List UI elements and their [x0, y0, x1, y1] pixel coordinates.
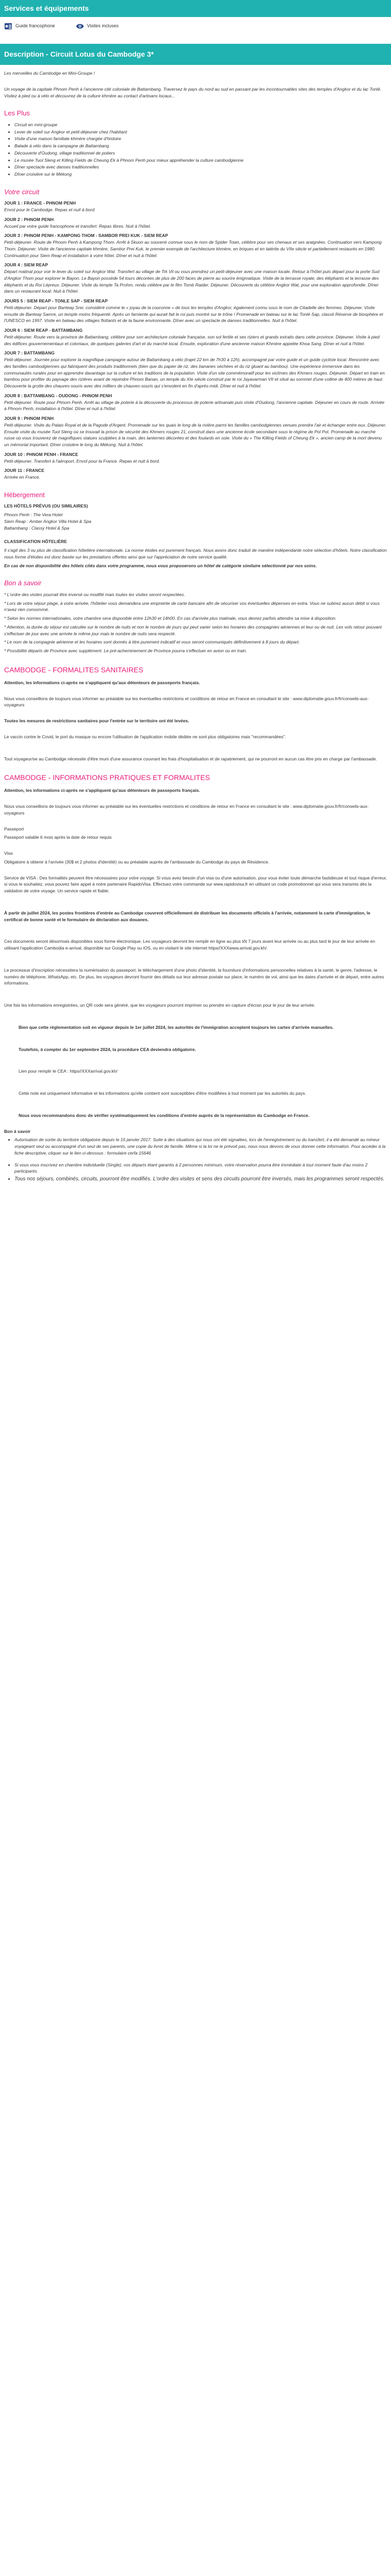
plus-item: • Le musée Tuol Sleng et Killing Fields de Cheung Ek à Phnom Penh pour mieux appréhender la culture cambodgienne: [14, 157, 387, 164]
bon-item: • Autorisation de sortie du territoire obligatoire depuis le 15 janvier 2017. Suite à des situations qui nous ont été signalées, lors de l'enregistrement ou du transfert, il a été demandé au mineur voyageant seul ou accompagné d'un seul de ses parents, une copie du livret de famille. Même si la loi ne le prévoit pas, nous nous devons de vous donner cette information. Pour accéder à la fiche descriptive, cliquer sur le lien ci-dessous : formulaire cerfa 15646: [14, 1137, 387, 1156]
sanitaires-text: Tout voyageur/se au Cambodge nécessite d'être muni d'une assurance couvrant les frais d'hospitalisation et de rapatriement, qui ne pourront en aucun cas être pris en charge par l'ambassade.: [4, 756, 377, 761]
bon-a-savoir-2-title: Bon à savoir: [4, 1128, 31, 1134]
note-item: * Possibilité départs de Province avec supplément. Le pré-acheminement de Province pourra s'effectuer en avion ou en train.: [4, 648, 247, 653]
infos-text: Le processus d'inscription nécessitera la numérisation du passeport, le téléchargement d'une photo d'identité, la fourniture d'informations personnelles relatives à la santé, le genre, l'adresse, le numéro de téléphone, WhatsApp, etc. De plus, les voyageurs devront fournir des détails sur leur adresse postale sur place, le numéro de vol, ainsi que les dates d'arrivée et de départ, entre autres informations.: [4, 967, 384, 986]
service-label: Guide francophone: [15, 23, 55, 29]
day-text: Envol pour le Cambodge. Repas et nuit à bord.: [4, 207, 96, 212]
plus-item: • Dîner spectacle avec danses traditionnelles: [14, 164, 387, 171]
day-title: JOUR 6 : SIEM REAP - BATTAMBANG: [4, 328, 83, 333]
plus-item: • Dîner croisière sur le Mékong: [14, 171, 387, 178]
bon-a-savoir-title: Bon à savoir: [4, 579, 42, 587]
infos-text: Une fois les informations enregistrées, un QR code sera généré, que les voyageurs pourront imprimer ou prendre en capture d'écran pour le jour de leur arrivée.: [4, 1003, 316, 1008]
sanitaires-text: Nous vous conseillons de toujours vous informer au préalable sur les éventuelles restrictions et conditions de retour en France en consultant le site : www.diplomatie.gouv.fr/fr/conseils-aux-voyageurs: [4, 696, 369, 708]
day-text: Petit-déjeuner. Journée pour explorer la magnifique campagne autour de Battambang à vélo (trajet 22 km de 7h30 à 12h), accompagné par votre guide et un guide cycliste local. Rencontre avec des familles cambodgiennes qui fabriquent des produits traditionnels (bien que du papier de riz, des bananes séchées et du riz gluant au bambou). Une expérience immersive dans les communautés rurales pour en apprendre davantage sur la culture et les traditions de la population. Visite d'un site commémoratif pour les victimes des Khmers rouges. Déjeuner. Départ en train en bambou pour profiter du paysage des rizières avant de rejoindre Phnom Banan, un temple du XIe siècle construit par le roi Jayavarman VII et situé au sommet d'une colline de 400 mètres de haut. Découverte la grotte des chauves-souris avec des milliers de chauves-souris qui s'envolent en fin d'après-midi. Dîner et nuit à l'hôtel.: [4, 357, 385, 388]
infos-bold: Nous vous recommandons donc de vérifier systématiquement les conditions d'entrée auprès de la représentation du Cambodge en France.: [19, 1112, 309, 1118]
sanitaires-text: Le vaccin contre le Covid, le port du masque ou encore l'utilisation de l'application mobile dédiée ne sont plus obligatoires mais "recommandées".: [4, 734, 286, 739]
classification-title: CLASSIFICATION HÔTELIÈRE: [4, 539, 67, 545]
day-title: JOUR 8 : BATTAMBANG - OUDONG - PHNOM PENH: [4, 393, 112, 398]
plus-list: [14, 122, 387, 178]
sanitaires-warning: Attention, les informations ci-après ne s'appliquent qu'aux détenteurs de passeports français.: [4, 680, 200, 685]
infos-text: Nous vous conseillons de toujours vous informer au préalable sur les éventuelles restrictions et conditions de retour en France en consultant le site : www.diplomatie.gouv.fr/fr/conseils-aux-voyageurs: [4, 804, 369, 816]
note-item: * Selon les normes internationales, votre chambre sera disponible entre 12h30 et 14h00. En cas d'arrivée plus matinale, vous devrez parfois attendre sa mise à disposition.: [4, 616, 337, 621]
day-text: Arrivée en France.: [4, 474, 40, 480]
bon-item: • Tous nos séjours, combinés, circuits, pourront être modifiés. L'ordre des visites et sens des circuits pourront être inversés, mais les programmes seront respectés.: [14, 1175, 387, 1183]
hebergement-title: Hébergement: [4, 490, 45, 499]
service-item: [76, 22, 119, 30]
day-text: Accueil par votre guide francophone et transfert. Repas libres. Nuit à l'hôtel.: [4, 223, 151, 229]
bon-item: • Si vous vous inscrivez en chambre individuelle (Single), vos départs étant garantis à 2 personnes minimum, votre réservation pourra être immédiate à tout moment faute d'au moins 2 participants.: [14, 1162, 387, 1175]
infos-bold: Toutefois, à compter du 1er septembre 2024, la procédure CEA deviendra obligatoire.: [19, 1046, 196, 1052]
infos-warning: Attention, les informations ci-après ne s'appliquent qu'aux détenteurs de passeports français.: [4, 788, 200, 793]
plus-item: • Lever de soleil sur Angkor et petit-déjeuner chez l'habitant: [14, 129, 387, 135]
day-title: JOUR 7 : BATTAMBANG: [4, 350, 55, 356]
itinerary: [4, 200, 387, 481]
passeport-text: Passeport valable 6 mois après la date de retour requis: [4, 835, 112, 840]
formalites-sanitaires-title: CAMBODGE - FORMALITES SANITAIRES: [4, 665, 143, 674]
votre-circuit-title: Votre circuit: [4, 188, 40, 196]
plus-item: • Découverte d'Oudong, village traditionnel de potiers: [14, 150, 387, 157]
plus-item: • Balade à vélo dans la campagne de Battambang: [14, 143, 387, 149]
eye-icon: [76, 22, 84, 30]
hotel-item: Siem Reap : Amber Angkor Villa Hotel & Spa: [4, 518, 91, 524]
day-title: JOUR 1 : FRANCE - PHNOM PENH: [4, 200, 76, 206]
classification-note: En cas de non disponibilité des hôtels cités dans votre programme, nous vous proposerons un hôtel de catégorie similaire sélectionné par nos soins.: [4, 563, 317, 568]
infos-pratiques-title: CAMBODGE - INFORMATIONS PRATIQUES ET FORMALITES: [4, 773, 210, 782]
day-title: JOUR 10 : PHNOM PENH - FRANCE: [4, 451, 78, 457]
infos-bold: À partir de juillet 2024, les postes frontières d'entrée au Cambodge couvrent officiellement de distribuer les documents officiels à l'arrivée, notamment la carte d'immigration, le certificat de bonne santé et le formulaire de déclaration aux douanes.: [4, 910, 370, 922]
services-header: Services et équipements: [0, 0, 391, 17]
passeport-title: Passeport: [4, 826, 24, 832]
day-title: JOUR 4 : SIEM REAP: [4, 262, 48, 268]
day-text: Petit-déjeuner. Route vers la province de Battambang, célèbre pour son architecture coloniale française, son sol fertile et ses riziers et grands extraits dans cette province. Déjeuner. Visite à pied des édifices gouvernementaux et coloniaux, de quelques galeries d'art et du marché local. Ensuite, exploration d'une ancienne maison Khmère appelée Khoa Sang. Dîner et nuit à l'hôtel.: [4, 334, 380, 346]
day-title: JOUR 9 : PHNOM PENH: [4, 416, 54, 421]
service-item: [4, 22, 55, 30]
guide-icon: [4, 22, 12, 30]
service-visa-text: Service de VISA : Des formalités peuvent être nécessaires pour votre voyage. Si vous avez besoin d'un visa ou d'une autorisation, pour vous éviter toute démarche fastidieuse et tout risque d'erreur, si vous le souhaitez, vous pouvez faire appel à notre partenaire RapidoVisa. Effectuez votre commande sur www.rapidovisa.fr en utilisant un code promotionnel qui vous sera transmis dès la validation de votre voyage. Un service rapide et fiable.: [4, 875, 387, 893]
infos-text: Cette note est uniquement informative et les informations qu'elle contient sont susceptibles d'être modifiées à tout moment par les autorités du pays.: [19, 1091, 306, 1096]
day-title: JOUR 2 : PHNOM PENH: [4, 216, 54, 222]
note-item: * Attention, la durée du séjour est calculée sur le nombre de nuits et non le nombre de jours qui peut varier selon les horaires des compagnies aériennes et leur ou de nuit. Les vols retour pouvant s'effectuer de jour avec une arrivée le même jour mais le nombre de nuits sera respecté.: [4, 624, 382, 636]
day-text: Petit-déjeuner. Route de Phnom Penh à Kampong Thom. Arrêt à Skuon au souvenir connue sous le nom de Spider Town, célèbre pour ses chenaux et ses araignées. Continuation vers Kampong Thom. Déjeuner. Visite de l'ancienne capitale khmère, Sambor Prei Kuk, le premier exemple de l'architecture khmère, en briques et en latérite du VIIe siècle et partiellement restaurés en 1980. Continuation pour Siem Reap et installation à votre hôtel. Dîner et nuit à l'hôtel.: [4, 240, 382, 258]
day-title: JOUR 3 : PHNOM PENH - KAMPONG THOM - SAMBOR PREI KUK - SIEM REAP: [4, 233, 168, 239]
circuit-intro: Les merveilles du Cambodge en Mini-Groupe !: [4, 71, 95, 76]
plus-item: • Circuit en mini-groupe: [14, 122, 387, 128]
circuit-section: [0, 70, 391, 1189]
note-item: * Le nom de la compagnie aérienne et les horaires sont donnés à titre purement indicatif et vous seront communiqués définitivement à 8 jours du départ.: [4, 639, 300, 645]
infos-bold: Bien que cette réglementation soit en vigueur depuis le 1er juillet 2024, les autorités de l'immigration acceptent toujours les cartes d'arrivée manuelles.: [19, 1024, 334, 1030]
services-list: [0, 17, 391, 37]
note-item: * Lors de votre séjour plage, à votre arrivée, l'hôtelier vous demandera une empreinte de carte bancaire afin de sécuriser vos éventuelles dépenses en extra. Vous ne subirez aucun débit si vous n'avez rien consommé.: [4, 600, 380, 613]
plus-item: • Visite d'une maison familiale khmère chargée d'histoire: [14, 135, 387, 142]
day-text: Départ matinal pour voir le lever du soleil sur Angkor Wat. Transfert au village de Trk Vil ou vous prendrez un petit-déjeuner avec une maison locale. Retour à l'hôtel puis départ pour la porte Sud d'Angkor Thom pour explorer le Bayon. Le Bayon possède 54 tours décorées de plus de 200 faces de pierre au sourire énigmatique. Visite de la terrasse royale, des éléphants et la terrasse des éléphants et du Roi Lépreux. Déjeuner. Visite du temple Ta Prohm, rendu célèbre par le film Tomb Raider. Déjeuner. Découverte du célèbre Angkor Wat, pour une exploration approfondie. Dîner dans un restaurant local. Nuit à l'hôtel.: [4, 269, 380, 294]
day-title: JOURS 5 : SIEM REAP - TONLE SAP - SIEM REAP: [4, 298, 108, 303]
bon-a-savoir-list: [4, 591, 387, 654]
day-text: Petit-déjeuner. Route pour Phnom Penh. Arrêt au village de poterie à la découverte du processus de poterie artisanale puis visite d'Oudong, l'ancienne capitale. Déjeuner en cours de route. Arrivée à Phnom Penh, installation à l'hôtel. Dîner et nuit à l'hôtel.: [4, 399, 385, 412]
plus-title: Les Plus: [4, 109, 30, 117]
service-label: Visites incluses: [87, 23, 119, 29]
bon-a-savoir-2-list: [14, 1137, 387, 1183]
circuit-header: Description - Circuit Lotus du Cambodge 3*: [0, 44, 391, 65]
day-text: Petit-déjeuner. Transfert à l'aéroport. Envol pour la France. Repas et nuit à bord.: [4, 458, 160, 464]
day-text: Petit-déjeuner. Visite du Palais Royal et de la Pagode d'Argent. Promenade sur les quais le long de la rivière parmi les familles cambodgiennes venues prendre l'air et échanger entre eux. Déjeuner. Ensuite visite du musée Tuol Sleng où se trouvait la prison de sécurité des Khmers rouges 21, construit dans une ancienne école secondaire sous le régime de Pol Pot. Promenade au marché russe où vous trouverez de magnifiques statues sculptées à la main, des lanternes décorées et des foulards en soie. Visite du « The Killing Fields of Cheung Ek », ancien camp de la mort devenu un mémorial important. Dîner croisière le long du Mékong. Nuit à l'hôtel.: [4, 422, 386, 447]
infos-text: Ces documents seront désormais disponibles sous forme électronique. Les voyageurs devront les remplir en ligne au plus tôt 7 jours avant leur arrivée ou au plus tard le jour de leur arrivée en utilisant l'application Cambodia e-arrival, disponible sur Google Play ou iOS, ou en visitant le site internet https//XXXwww.arrival.gov.kh/.: [4, 939, 376, 951]
day-title: JOUR 11 : FRANCE: [4, 468, 44, 473]
cea-link-text: Lien pour remplir le CEA : https//XXXarrival.gov.kh/: [19, 1069, 118, 1074]
hotels-title: LES HÔTELS PRÉVUS (OU SIMILAIRES): [4, 503, 88, 509]
sanitaires-bold: Toutes les mesures de restrictions sanitaires pour l'entrée sur le territoire ont été levées.: [4, 718, 189, 723]
circuit-description: Un voyage de la capitale Phnom Penh à l'ancienne cité coloniale de Battambang. Traversez le pays du nord au sud en passant par les incontournables sites des temples d'Angkor et du lac Tonlé. Visitez à pied ou à vélo et découvrez de la culture khmère au contact d'artisans locaux...: [4, 86, 382, 98]
visa-title: Visa: [4, 851, 13, 856]
day-text: Petit-déjeuner. Départ pour Banteay Srei, considéré comme le « joyau de la couronne » de tous les temples d'Angkor, également connu sous le nom de Citadelle des femmes. Déjeuner. Visite ensuite de Banteay Samre, un temple moins fréquenté. Après un farniente qui aurait fait le roi puis montré sur le trône ! Promenade en bateau sur le lac Tonlé Sap, classé Réserve de biosphère et l'UNESCO en 1997. Visite en bateau des villages flottants et de la faune environnante. Dîner avec un spectacle de danses traditionnelles. Nuit à l'hôtel.: [4, 304, 383, 324]
classification-text: Il s'agit des 3 ou plus de classification hôtelière internationale. La norme étoiles est purement français. Nous avons donc traduit de manière indépendante notre sélection d'hôtels. Notre classification nous forme d'étoiles est donc basée sur les prestations offertes ainsi que sur l'appréciation de notre service qualité.: [4, 548, 387, 560]
visa-text: Obligatoire à obtenir à l'arrivée (30$ et 2 photos d'identité) ou au préalable auprès de l'ambassade du Cambodge du pays de Résidence.: [4, 859, 269, 865]
hotel-item: Phnom Penh : The Vera Hotel: [4, 512, 63, 517]
hotel-item: Battambang : Classy Hotel & Spa: [4, 525, 70, 531]
note-item: * L'ordre des visites pourrait être inversé ou modifié mais toutes les visites seront respectées.: [4, 591, 185, 597]
